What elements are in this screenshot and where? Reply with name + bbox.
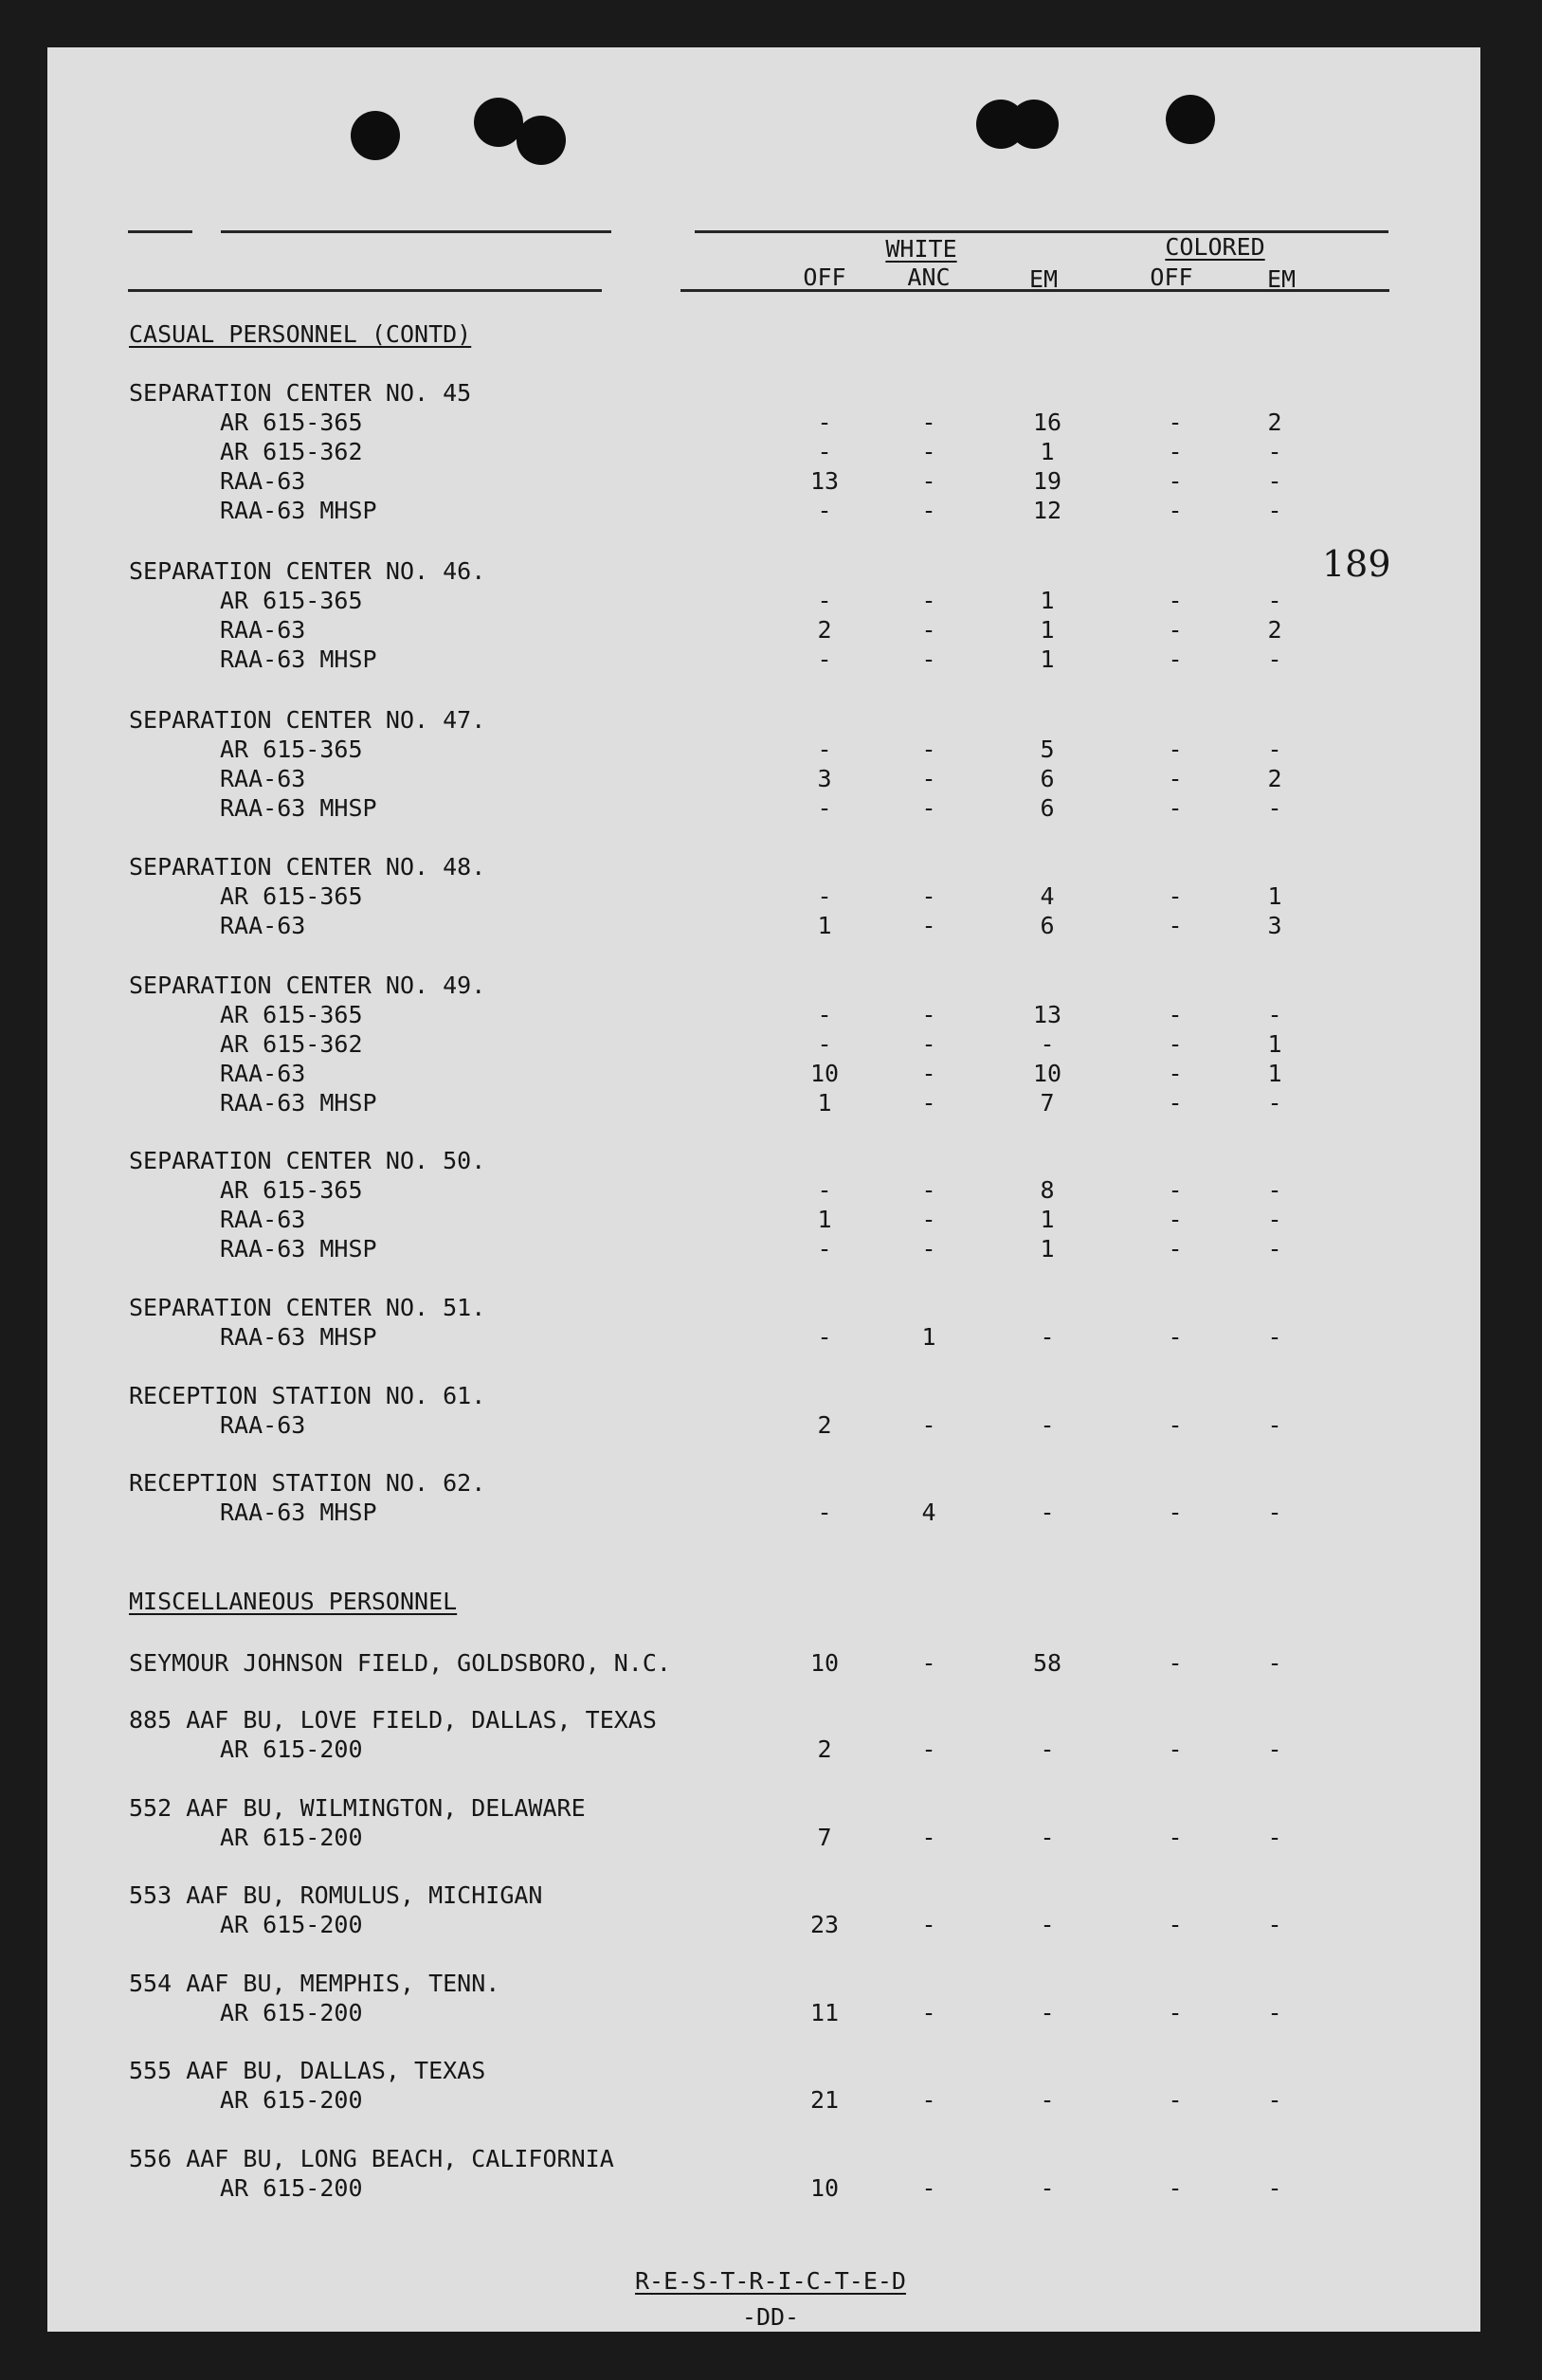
value-cell: 3	[1267, 912, 1282, 939]
value-cell: -	[1168, 497, 1183, 524]
value-cell: -	[921, 1060, 936, 1087]
value-cell: -	[921, 736, 936, 763]
value-cell: 6	[1040, 794, 1055, 822]
value-cell: -	[1168, 1735, 1183, 1763]
unit-name: 554 AAF BU, MEMPHIS, TENN.	[129, 1970, 500, 1997]
value-cell: 19	[1032, 467, 1062, 495]
value-cell: 2	[1267, 409, 1282, 436]
value-cell: -	[1168, 765, 1183, 792]
value-cell: -	[1168, 409, 1183, 436]
section-title: CASUAL PERSONNEL (CONTD)	[129, 320, 472, 348]
value-cell: 7	[1040, 1089, 1055, 1117]
regulation-label: RAA-63 MHSP	[220, 794, 377, 822]
value-cell: -	[1267, 1176, 1282, 1204]
regulation-label: RAA-63 MHSP	[220, 645, 377, 673]
unit-name: SEPARATION CENTER NO. 49.	[129, 972, 486, 999]
punch-hole	[1166, 95, 1215, 144]
value-cell: -	[1168, 1911, 1183, 1938]
value-cell: -	[1168, 1411, 1183, 1439]
value-cell: 1	[1040, 1206, 1055, 1233]
value-cell: 4	[1040, 882, 1055, 910]
regulation-label: AR 615-365	[220, 1176, 363, 1204]
value-cell: -	[1168, 1176, 1183, 1204]
value-cell: -	[1168, 1999, 1183, 2026]
value-cell: -	[1267, 1206, 1282, 1233]
value-cell: 10	[809, 1060, 840, 1087]
regulation-label: AR 615-362	[220, 1030, 363, 1058]
regulation-label: AR 615-200	[220, 2174, 363, 2202]
value-cell: -	[817, 1235, 832, 1263]
value-cell: -	[921, 438, 936, 465]
regulation-label: AR 615-362	[220, 438, 363, 465]
value-cell: -	[1267, 438, 1282, 465]
value-cell: 4	[921, 1499, 936, 1526]
value-cell: -	[1168, 587, 1183, 614]
value-cell: -	[1267, 1499, 1282, 1526]
value-cell: 1	[1040, 616, 1055, 644]
header-rule	[695, 230, 1388, 233]
value-cell: 1	[1267, 882, 1282, 910]
value-cell: -	[1267, 1323, 1282, 1351]
value-cell: -	[1267, 1824, 1282, 1851]
value-cell: -	[817, 882, 832, 910]
value-cell: -	[1168, 736, 1183, 763]
value-cell: 21	[809, 2086, 840, 2114]
value-cell: -	[1040, 1323, 1055, 1351]
value-cell: -	[921, 1911, 936, 1938]
value-cell: -	[1168, 1824, 1183, 1851]
regulation-label: AR 615-365	[220, 736, 363, 763]
value-cell: -	[921, 1206, 936, 1233]
value-cell: 2	[817, 1411, 832, 1439]
value-cell: -	[1267, 1649, 1282, 1677]
value-cell: -	[1168, 882, 1183, 910]
value-cell: 2	[1267, 765, 1282, 792]
unit-name: SEPARATION CENTER NO. 46.	[129, 557, 486, 585]
regulation-label: RAA-63	[220, 1060, 306, 1087]
value-cell: -	[1267, 2174, 1282, 2202]
value-cell: -	[921, 1176, 936, 1204]
value-cell: 23	[809, 1911, 840, 1938]
value-cell: -	[817, 1176, 832, 1204]
value-cell: -	[1267, 1999, 1282, 2026]
value-cell: 1	[817, 1089, 832, 1117]
unit-name: SEPARATION CENTER NO. 50.	[129, 1147, 486, 1174]
value-cell: -	[921, 912, 936, 939]
value-cell: -	[817, 1030, 832, 1058]
value-cell: -	[817, 1323, 832, 1351]
regulation-label: AR 615-365	[220, 409, 363, 436]
regulation-label: AR 615-200	[220, 1999, 363, 2026]
value-cell: -	[1267, 1411, 1282, 1439]
value-cell: 3	[817, 765, 832, 792]
value-cell: -	[1040, 1735, 1055, 1763]
value-cell: 2	[817, 1735, 832, 1763]
value-cell: 1	[1040, 645, 1055, 673]
value-cell: -	[1040, 1499, 1055, 1526]
value-cell: -	[921, 765, 936, 792]
punch-hole	[1009, 100, 1059, 149]
unit-name: RECEPTION STATION NO. 62.	[129, 1469, 486, 1497]
regulation-label: RAA-63 MHSP	[220, 1323, 377, 1351]
value-cell: 1	[817, 912, 832, 939]
unit-name: SEPARATION CENTER NO. 51.	[129, 1294, 486, 1321]
regulation-label: AR 615-365	[220, 1001, 363, 1028]
value-cell: -	[1168, 1206, 1183, 1233]
value-cell: 10	[809, 1649, 840, 1677]
white-group-label: WHITE	[885, 235, 957, 263]
value-cell: -	[1168, 645, 1183, 673]
value-cell: -	[921, 794, 936, 822]
value-cell: -	[1168, 438, 1183, 465]
value-cell: -	[1267, 1911, 1282, 1938]
value-cell: -	[1168, 1060, 1183, 1087]
unit-name: SEYMOUR JOHNSON FIELD, GOLDSBORO, N.C.	[129, 1649, 671, 1677]
value-cell: -	[921, 1649, 936, 1677]
unit-name: 556 AAF BU, LONG BEACH, CALIFORNIA	[129, 2145, 614, 2172]
value-cell: -	[921, 1999, 936, 2026]
punch-hole	[351, 111, 400, 160]
value-cell: -	[1168, 794, 1183, 822]
value-cell: -	[1168, 616, 1183, 644]
regulation-label: AR 615-200	[220, 1824, 363, 1851]
value-cell: -	[1168, 2086, 1183, 2114]
value-cell: 58	[1032, 1649, 1062, 1677]
value-cell: 11	[809, 1999, 840, 2026]
unit-name: 552 AAF BU, WILMINGTON, DELAWARE	[129, 1794, 586, 1822]
value-cell: -	[1267, 1235, 1282, 1263]
page-number: 189	[1322, 543, 1391, 585]
unit-name: 553 AAF BU, ROMULUS, MICHIGAN	[129, 1881, 543, 1909]
column-header-white-em: EM	[1028, 265, 1059, 293]
value-cell: -	[817, 587, 832, 614]
regulation-label: AR 615-365	[220, 587, 363, 614]
colored-group-label: COLORED	[1165, 233, 1265, 261]
value-cell: 2	[1267, 616, 1282, 644]
value-cell: -	[1267, 794, 1282, 822]
value-cell: 10	[1032, 1060, 1062, 1087]
value-cell: -	[1267, 1735, 1282, 1763]
value-cell: -	[1267, 497, 1282, 524]
value-cell: -	[1040, 1030, 1055, 1058]
value-cell: -	[817, 736, 832, 763]
regulation-label: AR 615-200	[220, 1735, 363, 1763]
value-cell: 1	[1267, 1030, 1282, 1058]
regulation-label: RAA-63 MHSP	[220, 1235, 377, 1263]
value-cell: -	[1267, 736, 1282, 763]
value-cell: -	[921, 1735, 936, 1763]
header-rule	[128, 289, 602, 292]
value-cell: 12	[1032, 497, 1062, 524]
value-cell: -	[1168, 467, 1183, 495]
value-cell: 6	[1040, 912, 1055, 939]
value-cell: -	[1168, 1649, 1183, 1677]
value-cell: -	[817, 438, 832, 465]
value-cell: -	[1040, 1999, 1055, 2026]
value-cell: -	[1168, 912, 1183, 939]
value-cell: -	[921, 1001, 936, 1028]
regulation-label: RAA-63	[220, 467, 306, 495]
value-cell: -	[921, 1411, 936, 1439]
value-cell: -	[1168, 1235, 1183, 1263]
regulation-label: RAA-63	[220, 912, 306, 939]
value-cell: -	[1040, 1824, 1055, 1851]
value-cell: -	[1267, 645, 1282, 673]
column-header-white-anc: ANC	[907, 263, 951, 291]
header-rule	[128, 230, 192, 233]
unit-name: RECEPTION STATION NO. 61.	[129, 1382, 486, 1409]
unit-name: 885 AAF BU, LOVE FIELD, DALLAS, TEXAS	[129, 1706, 657, 1734]
value-cell: 16	[1032, 409, 1062, 436]
value-cell: -	[1040, 1411, 1055, 1439]
regulation-label: RAA-63	[220, 765, 306, 792]
value-cell: -	[1168, 1030, 1183, 1058]
value-cell: 1	[1040, 587, 1055, 614]
value-cell: -	[921, 1030, 936, 1058]
value-cell: 13	[809, 467, 840, 495]
value-cell: -	[921, 409, 936, 436]
header-rule	[221, 230, 611, 233]
value-cell: -	[921, 497, 936, 524]
column-header-colored-em: EM	[1266, 265, 1297, 293]
value-cell: 2	[817, 616, 832, 644]
value-cell: -	[1267, 587, 1282, 614]
regulation-label: RAA-63 MHSP	[220, 1499, 377, 1526]
value-cell: -	[1168, 2174, 1183, 2202]
value-cell: -	[817, 794, 832, 822]
value-cell: -	[921, 2086, 936, 2114]
value-cell: -	[921, 587, 936, 614]
value-cell: -	[1040, 1911, 1055, 1938]
value-cell: -	[921, 1235, 936, 1263]
value-cell: 13	[1032, 1001, 1062, 1028]
unit-name: SEPARATION CENTER NO. 47.	[129, 706, 486, 734]
regulation-label: RAA-63	[220, 616, 306, 644]
value-cell: 1	[1267, 1060, 1282, 1087]
footer-code: -DD-	[741, 2303, 800, 2331]
value-cell: -	[1168, 1323, 1183, 1351]
value-cell: 6	[1040, 765, 1055, 792]
value-cell: -	[817, 645, 832, 673]
regulation-label: RAA-63	[220, 1411, 306, 1439]
value-cell: -	[1267, 1089, 1282, 1117]
column-header-colored-off: OFF	[1150, 263, 1193, 291]
value-cell: 10	[809, 2174, 840, 2202]
value-cell: -	[921, 2174, 936, 2202]
value-cell: 1	[1040, 438, 1055, 465]
value-cell: 1	[1040, 1235, 1055, 1263]
value-cell: -	[1168, 1001, 1183, 1028]
value-cell: -	[921, 882, 936, 910]
unit-name: SEPARATION CENTER NO. 48.	[129, 853, 486, 881]
value-cell: -	[921, 467, 936, 495]
value-cell: -	[1267, 1001, 1282, 1028]
value-cell: -	[817, 409, 832, 436]
regulation-label: RAA-63 MHSP	[220, 1089, 377, 1117]
value-cell: 8	[1040, 1176, 1055, 1204]
value-cell: -	[817, 1499, 832, 1526]
value-cell: -	[1168, 1499, 1183, 1526]
column-header-white-off: OFF	[803, 263, 846, 291]
value-cell: -	[1168, 1089, 1183, 1117]
value-cell: -	[921, 1824, 936, 1851]
value-cell: -	[817, 497, 832, 524]
value-cell: -	[1267, 467, 1282, 495]
regulation-label: AR 615-365	[220, 882, 363, 910]
value-cell: -	[817, 1001, 832, 1028]
value-cell: 1	[817, 1206, 832, 1233]
value-cell: -	[921, 645, 936, 673]
unit-name: 555 AAF BU, DALLAS, TEXAS	[129, 2057, 486, 2084]
value-cell: -	[1267, 2086, 1282, 2114]
value-cell: -	[921, 1089, 936, 1117]
classification-marking: R-E-S-T-R-I-C-T-E-D	[635, 2267, 906, 2295]
value-cell: -	[921, 616, 936, 644]
unit-name: SEPARATION CENTER NO. 45	[129, 379, 472, 407]
regulation-label: RAA-63	[220, 1206, 306, 1233]
regulation-label: RAA-63 MHSP	[220, 497, 377, 524]
section-title: MISCELLANEOUS PERSONNEL	[129, 1588, 458, 1615]
regulation-label: AR 615-200	[220, 1911, 363, 1938]
value-cell: -	[1040, 2086, 1055, 2114]
value-cell: 7	[817, 1824, 832, 1851]
regulation-label: AR 615-200	[220, 2086, 363, 2114]
punch-hole	[517, 116, 566, 165]
value-cell: -	[1040, 2174, 1055, 2202]
value-cell: 5	[1040, 736, 1055, 763]
value-cell: 1	[921, 1323, 936, 1351]
